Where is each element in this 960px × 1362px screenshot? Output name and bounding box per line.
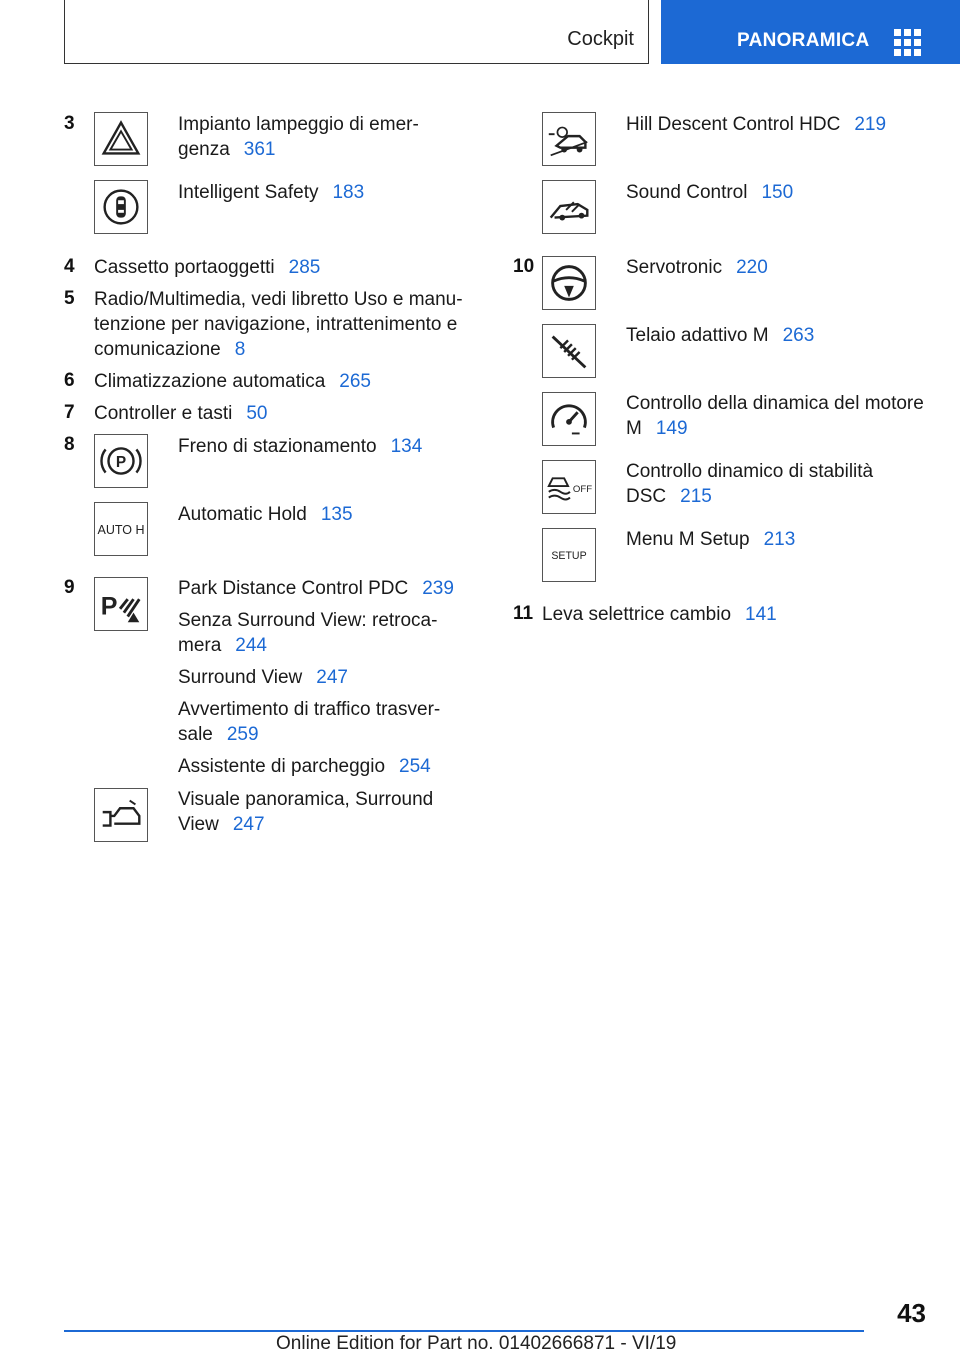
svg-text:AUTO H: AUTO H	[97, 522, 145, 537]
sound-control-icon	[542, 180, 596, 234]
page-link[interactable]: 239	[422, 578, 454, 599]
list-item: Intelligent Safety 183	[178, 182, 365, 203]
item-number: 10	[513, 256, 535, 277]
m-setup-button-icon	[542, 528, 596, 582]
page-link[interactable]: 50	[246, 403, 268, 424]
list-item: Climatizzazione automatica 265	[94, 371, 371, 392]
engine-dynamics-gauge-icon	[542, 392, 596, 446]
footer-divider	[64, 1330, 864, 1332]
page-link[interactable]: 361	[243, 139, 276, 160]
list-item: Menu M Setup 213	[626, 529, 796, 550]
list-item: Impianto lampeggio di emer- genza 361	[178, 114, 419, 160]
hazard-warning-icon	[94, 112, 148, 166]
item-number: 8	[64, 434, 75, 455]
item-number: 11	[513, 603, 534, 624]
dsc-off-icon	[542, 460, 596, 514]
svg-text:OFF: OFF	[572, 483, 593, 495]
header-section-box	[64, 0, 649, 64]
page-link[interactable]: 220	[736, 257, 768, 278]
page-link[interactable]: 247	[232, 814, 265, 835]
list-item: Radio/Multimedia, vedi libretto Uso e manu- tenzione per navigazione, intrattenimento e comunicazione 8	[94, 289, 463, 360]
page-link[interactable]: 150	[761, 182, 794, 203]
list-item: Controllo dinamico di stabilità DSC 215	[626, 461, 874, 507]
list-item: Telaio adattivo M 263	[626, 325, 815, 346]
list-item: Servotronic 220	[626, 257, 768, 278]
intelligent-safety-icon	[94, 180, 148, 234]
item-number: 3	[64, 113, 75, 134]
list-item: Automatic Hold 135	[178, 504, 353, 525]
page-link[interactable]: 263	[782, 325, 815, 346]
header-overview-tab[interactable]	[661, 0, 960, 64]
grid-menu-icon	[894, 29, 921, 56]
item-number: 9	[64, 577, 75, 598]
item-number: 5	[64, 288, 75, 309]
page-link[interactable]: 247	[316, 667, 348, 688]
parking-brake-icon	[94, 434, 148, 488]
svg-text:P: P	[115, 453, 127, 471]
page-link[interactable]: 8	[234, 339, 246, 360]
page-link[interactable]: 215	[680, 486, 712, 507]
page-link[interactable]: 134	[390, 436, 423, 457]
auto-hold-icon	[94, 502, 148, 556]
edition-note: Online Edition for Part no. 01402666871 - VI/19	[276, 1333, 677, 1354]
surround-view-camera-icon	[94, 788, 148, 842]
park-distance-control-icon	[94, 577, 148, 631]
svg-text:P: P	[100, 592, 118, 621]
hill-descent-control-icon	[542, 112, 596, 166]
list-item: Freno di stazionamento 134	[178, 436, 423, 457]
steering-wheel-icon	[542, 256, 596, 310]
list-item: Visuale panoramica, Surround View 247	[178, 789, 434, 835]
item-number: 4	[64, 256, 75, 277]
adaptive-suspension-icon	[542, 324, 596, 378]
page-link[interactable]: 259	[226, 724, 259, 745]
list-item: Cassetto portaoggetti 285	[94, 257, 321, 278]
page-link[interactable]: 149	[655, 418, 688, 439]
page-link[interactable]: 244	[235, 635, 267, 656]
header-overview-label: PANORAMICA	[737, 30, 870, 51]
page-link[interactable]: 213	[763, 529, 796, 550]
list-item: Controllo della dinamica del motore M 149	[626, 393, 924, 439]
list-item: Hill Descent Control HDC 219	[626, 114, 887, 135]
list-item: Sound Control 150	[626, 182, 794, 203]
page-number: 43	[897, 1298, 926, 1328]
page-link[interactable]: 265	[339, 371, 371, 392]
item-number: 7	[64, 402, 75, 423]
item-number: 6	[64, 370, 75, 391]
page-link[interactable]: 183	[332, 182, 365, 203]
list-item: Park Distance Control PDC 239 Senza Surround View: retroca- mera 244 Surround View 247 Avvertimento di traffico trasver- sale 259 Assistente di parcheggio 254	[178, 578, 454, 777]
list-item: Leva selettrice cambio 141	[542, 604, 777, 625]
list-item: Controller e tasti 50	[94, 403, 268, 424]
page-link[interactable]: 254	[399, 756, 431, 777]
page-link[interactable]: 219	[854, 114, 887, 135]
page-link[interactable]: 141	[745, 604, 777, 625]
header-section-title[interactable]: Cockpit	[567, 28, 634, 50]
svg-text:SETUP: SETUP	[551, 549, 587, 562]
page-link[interactable]: 135	[320, 504, 353, 525]
page-link[interactable]: 285	[288, 257, 321, 278]
